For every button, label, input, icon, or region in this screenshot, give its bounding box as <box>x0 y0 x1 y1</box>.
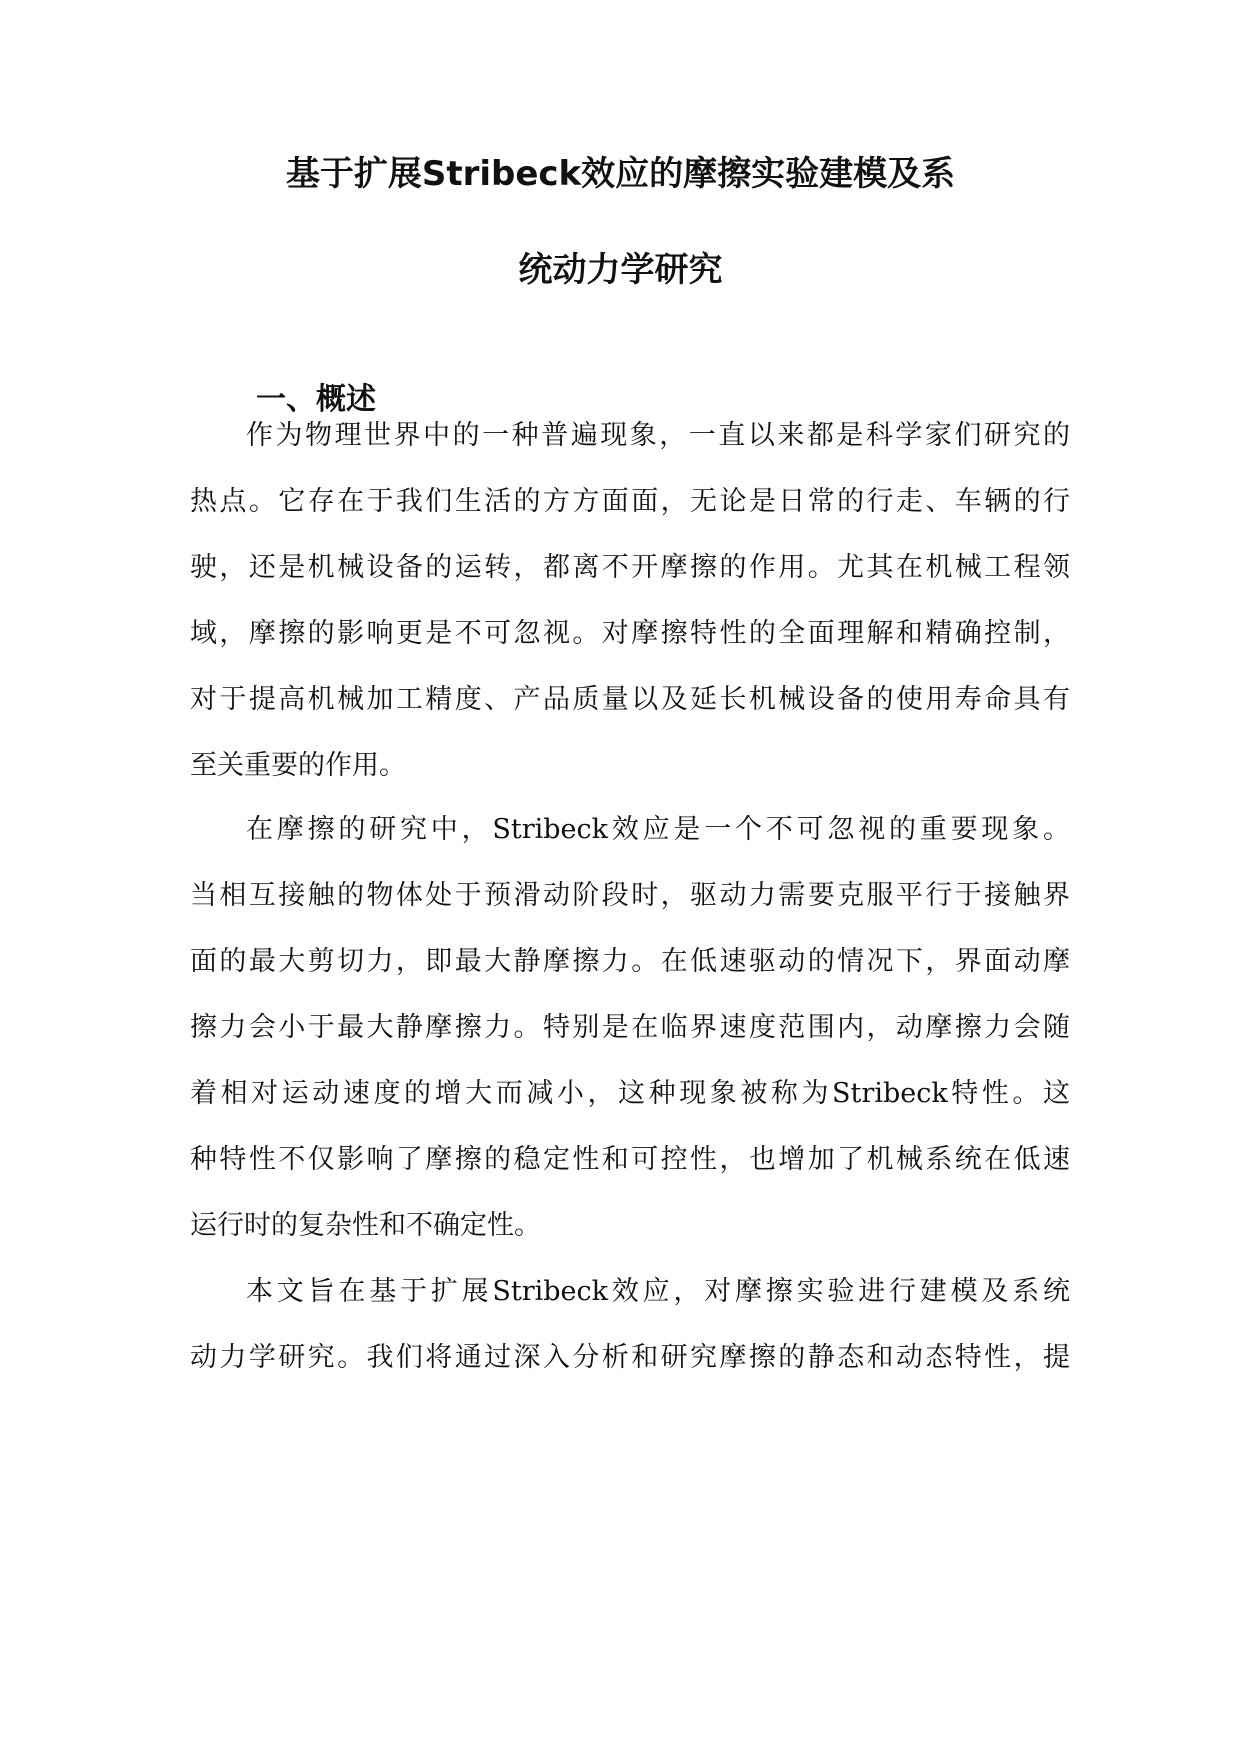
paragraph-2-line-6: 种特性不仅影响了摩擦的稳定性和可控性，也增加了机械系统在低速 <box>190 1144 1070 1175</box>
paragraph-2-line-2: 当相互接触的物体处于预滑动阶段时，驱动力需要克服平行于接触界 <box>190 880 1070 911</box>
paragraph-1-line-4: 域，摩擦的影响更是不可忽视。对摩擦特性的全面理解和精确控制， <box>190 618 1070 649</box>
paragraph-2-line-1: 在摩擦的研究中，Stribeck效应是一个不可忽视的重要现象。 <box>246 814 1070 845</box>
paragraph-2-line-5: 着相对运动速度的增大而减小，这种现象被称为Stribeck特性。这 <box>190 1078 1070 1109</box>
paragraph-2-line-7: 运行时的复杂性和不确定性。 <box>190 1210 541 1241</box>
document-title-line-2: 统动力学研究 <box>518 250 723 290</box>
paragraph-2-line-4: 擦力会小于最大静摩擦力。特别是在临界速度范围内，动摩擦力会随 <box>190 1012 1070 1043</box>
document-title-line-1: 基于扩展Stribeck效应的摩擦实验建模及系 <box>285 154 956 194</box>
paragraph-1-line-3: 驶，还是机械设备的运转，都离不开摩擦的作用。尤其在机械工程领 <box>190 552 1070 583</box>
paragraph-1-line-6: 至关重要的作用。 <box>190 750 406 781</box>
paragraph-2-line-3: 面的最大剪切力，即最大静摩擦力。在低速驱动的情况下，界面动摩 <box>190 946 1070 977</box>
paragraph-3-line-2: 动力学研究。我们将通过深入分析和研究摩擦的静态和动态特性，提 <box>190 1342 1070 1373</box>
paragraph-1-line-5: 对于提高机械加工精度、产品质量以及延长机械设备的使用寿命具有 <box>190 684 1070 715</box>
paragraph-1-line-2: 热点。它存在于我们生活的方方面面，无论是日常的行走、车辆的行 <box>190 486 1070 517</box>
paragraph-1-line-1: 作为物理世界中的一种普遍现象，一直以来都是科学家们研究的 <box>246 420 1070 451</box>
paragraph-3-line-1: 本文旨在基于扩展Stribeck效应，对摩擦实验进行建模及系统 <box>246 1276 1070 1307</box>
section-heading: 一、概述 <box>256 382 376 417</box>
